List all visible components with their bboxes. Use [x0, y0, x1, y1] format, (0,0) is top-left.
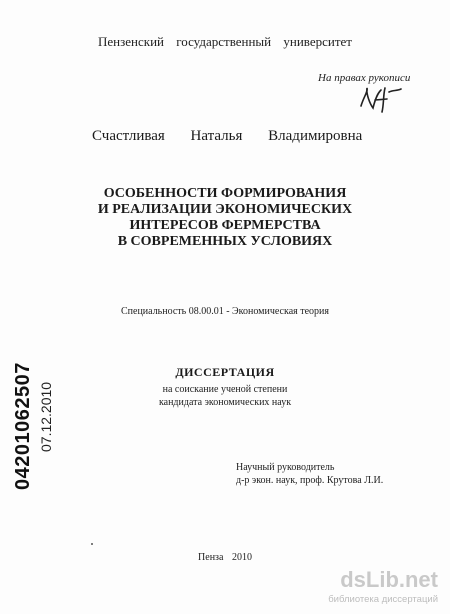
author-name: Счастливая Наталья Владимировна [92, 128, 363, 144]
scan-speck [91, 543, 93, 545]
degree-line: на соискание ученой степени [162, 384, 288, 395]
city-year: Пенза 2010 [198, 552, 252, 563]
dissertation-title [0, 186, 450, 250]
university-name: Пензенский государственный университет [98, 34, 352, 49]
title-line: И РЕАЛИЗАЦИИ ЭКОНОМИЧЕСКИХ [97, 202, 353, 217]
document-type-heading: ДИССЕРТАЦИЯ [175, 365, 275, 379]
handwritten-signature [355, 84, 405, 114]
library-date-stamp: 07.12.2010 [38, 381, 54, 452]
supervisor-name: д-р экон. наук, проф. Крутова Л.И. [236, 475, 384, 486]
title-line: ОСОБЕННОСТИ ФОРМИРОВАНИЯ [103, 186, 347, 201]
title-line: В СОВРЕМЕННЫХ УСЛОВИЯХ [117, 234, 333, 249]
watermark-tagline: библиотека диссертаций [328, 594, 438, 605]
degree-line: кандидата экономических наук [158, 397, 292, 408]
specialty-line: Специальность 08.00.01 - Экономическая теория [121, 306, 329, 317]
supervisor-label: Научный руководитель [236, 462, 335, 473]
watermark-logo: dsLib.net [340, 567, 438, 592]
degree-description [0, 383, 450, 409]
manuscript-note: На правах рукописи [318, 72, 411, 84]
library-code-stamp: 04201062507 [12, 362, 34, 490]
site-watermark[interactable] [300, 567, 446, 609]
title-line: ИНТЕРЕСОВ ФЕРМЕРСТВА [129, 218, 321, 233]
